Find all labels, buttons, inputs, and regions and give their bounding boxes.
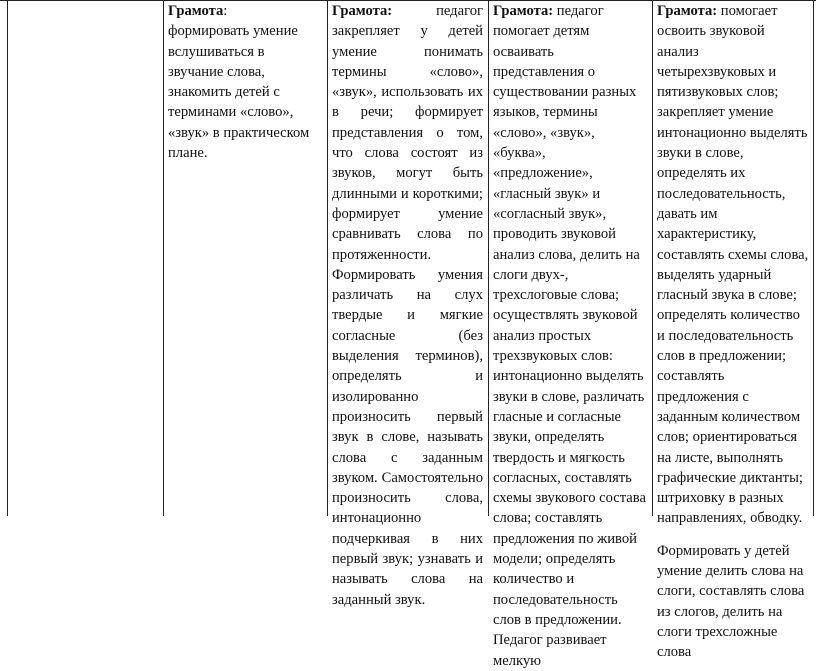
table-cell-grade-1: [168, 1, 312, 163]
table-column-divider: [327, 0, 328, 516]
cell-text: педагог закрепляет у детей умение понимать термины «слово», «звук», использовать их в речи; формирует представления о том, что слова состоят из звуков, могут быть длинными и короткими; формирует умение сравнивать слова по протяженности.: [332, 3, 483, 263]
cell-heading: Грамота:: [493, 3, 554, 19]
cell-text: педагог помогает детям осваивать представления о существовании разных языков, термины «слово», «звук», «буква», «предложение», «гласный звук» и «согласный звук», проводить звуковой анализ слова, делить на слоги двух-, трехслоговые слова; осуществлять звуковой анализ простых трехзвуковых слов: интонационно выделять звуки в слове, различать гласные и согласные звуки, определять твердость и мягкость согласных, составлять схемы звукового состава слова; составлять предложения по живой модели; определять количество и последовательность слов в предложении. Педагог развивает мелкую: [493, 3, 646, 669]
table-cell-grade-3: [493, 1, 647, 671]
table-column-divider: [163, 0, 164, 516]
cell-paragraph: [168, 1, 312, 163]
cell-heading: Грамота:: [332, 3, 393, 19]
cell-paragraph-2: Формировать умения различать на слух твердые и мягкие согласные (без выделения терминов), определять и изолированно произносить первый звук в слове, называть слова с заданным звуком. Самостоятельно произносить слова, интонационно подчеркивая в них первый звук; узнавать и называть слова на заданный звук.: [332, 266, 483, 608]
cell-paragraph: [493, 1, 647, 671]
table-column-divider: [652, 0, 653, 516]
cell-heading: Грамота: [168, 3, 224, 19]
table-cell-grade-4: [657, 1, 809, 663]
cell-paragraph: [332, 1, 483, 265]
table-column-divider: [813, 0, 814, 516]
table-cell-grade-2: [332, 1, 483, 610]
cell-text: помогает освоить звуковой анализ четырехзвуковых и пятизвуковых слов; закрепляет умение интонационно выделять звуки в слове, определять их последовательность, давать им характеристику, составлять схемы слова, выделять ударный гласный звука в слове; определять количество и последовательность слов в предложении; составлять предложения с заданным количеством слов; ориентироваться на листе, выполнять графические диктанты; штриховку в разных направлениях, обводку.: [657, 3, 809, 527]
cell-paragraph: [657, 1, 809, 529]
cell-heading: Грамота:: [657, 3, 718, 19]
table-column-divider: [7, 0, 8, 516]
cell-paragraph-2: Формировать у детей умение делить слова на слоги, составлять слова из слогов, делить на слоги трехсложные слова: [657, 542, 805, 661]
table-column-divider: [488, 0, 489, 516]
cell-text: : формировать умение вслушиваться в звучание слова, знакомить детей с терминами «слово», «звук» в практическом плане.: [168, 3, 310, 162]
